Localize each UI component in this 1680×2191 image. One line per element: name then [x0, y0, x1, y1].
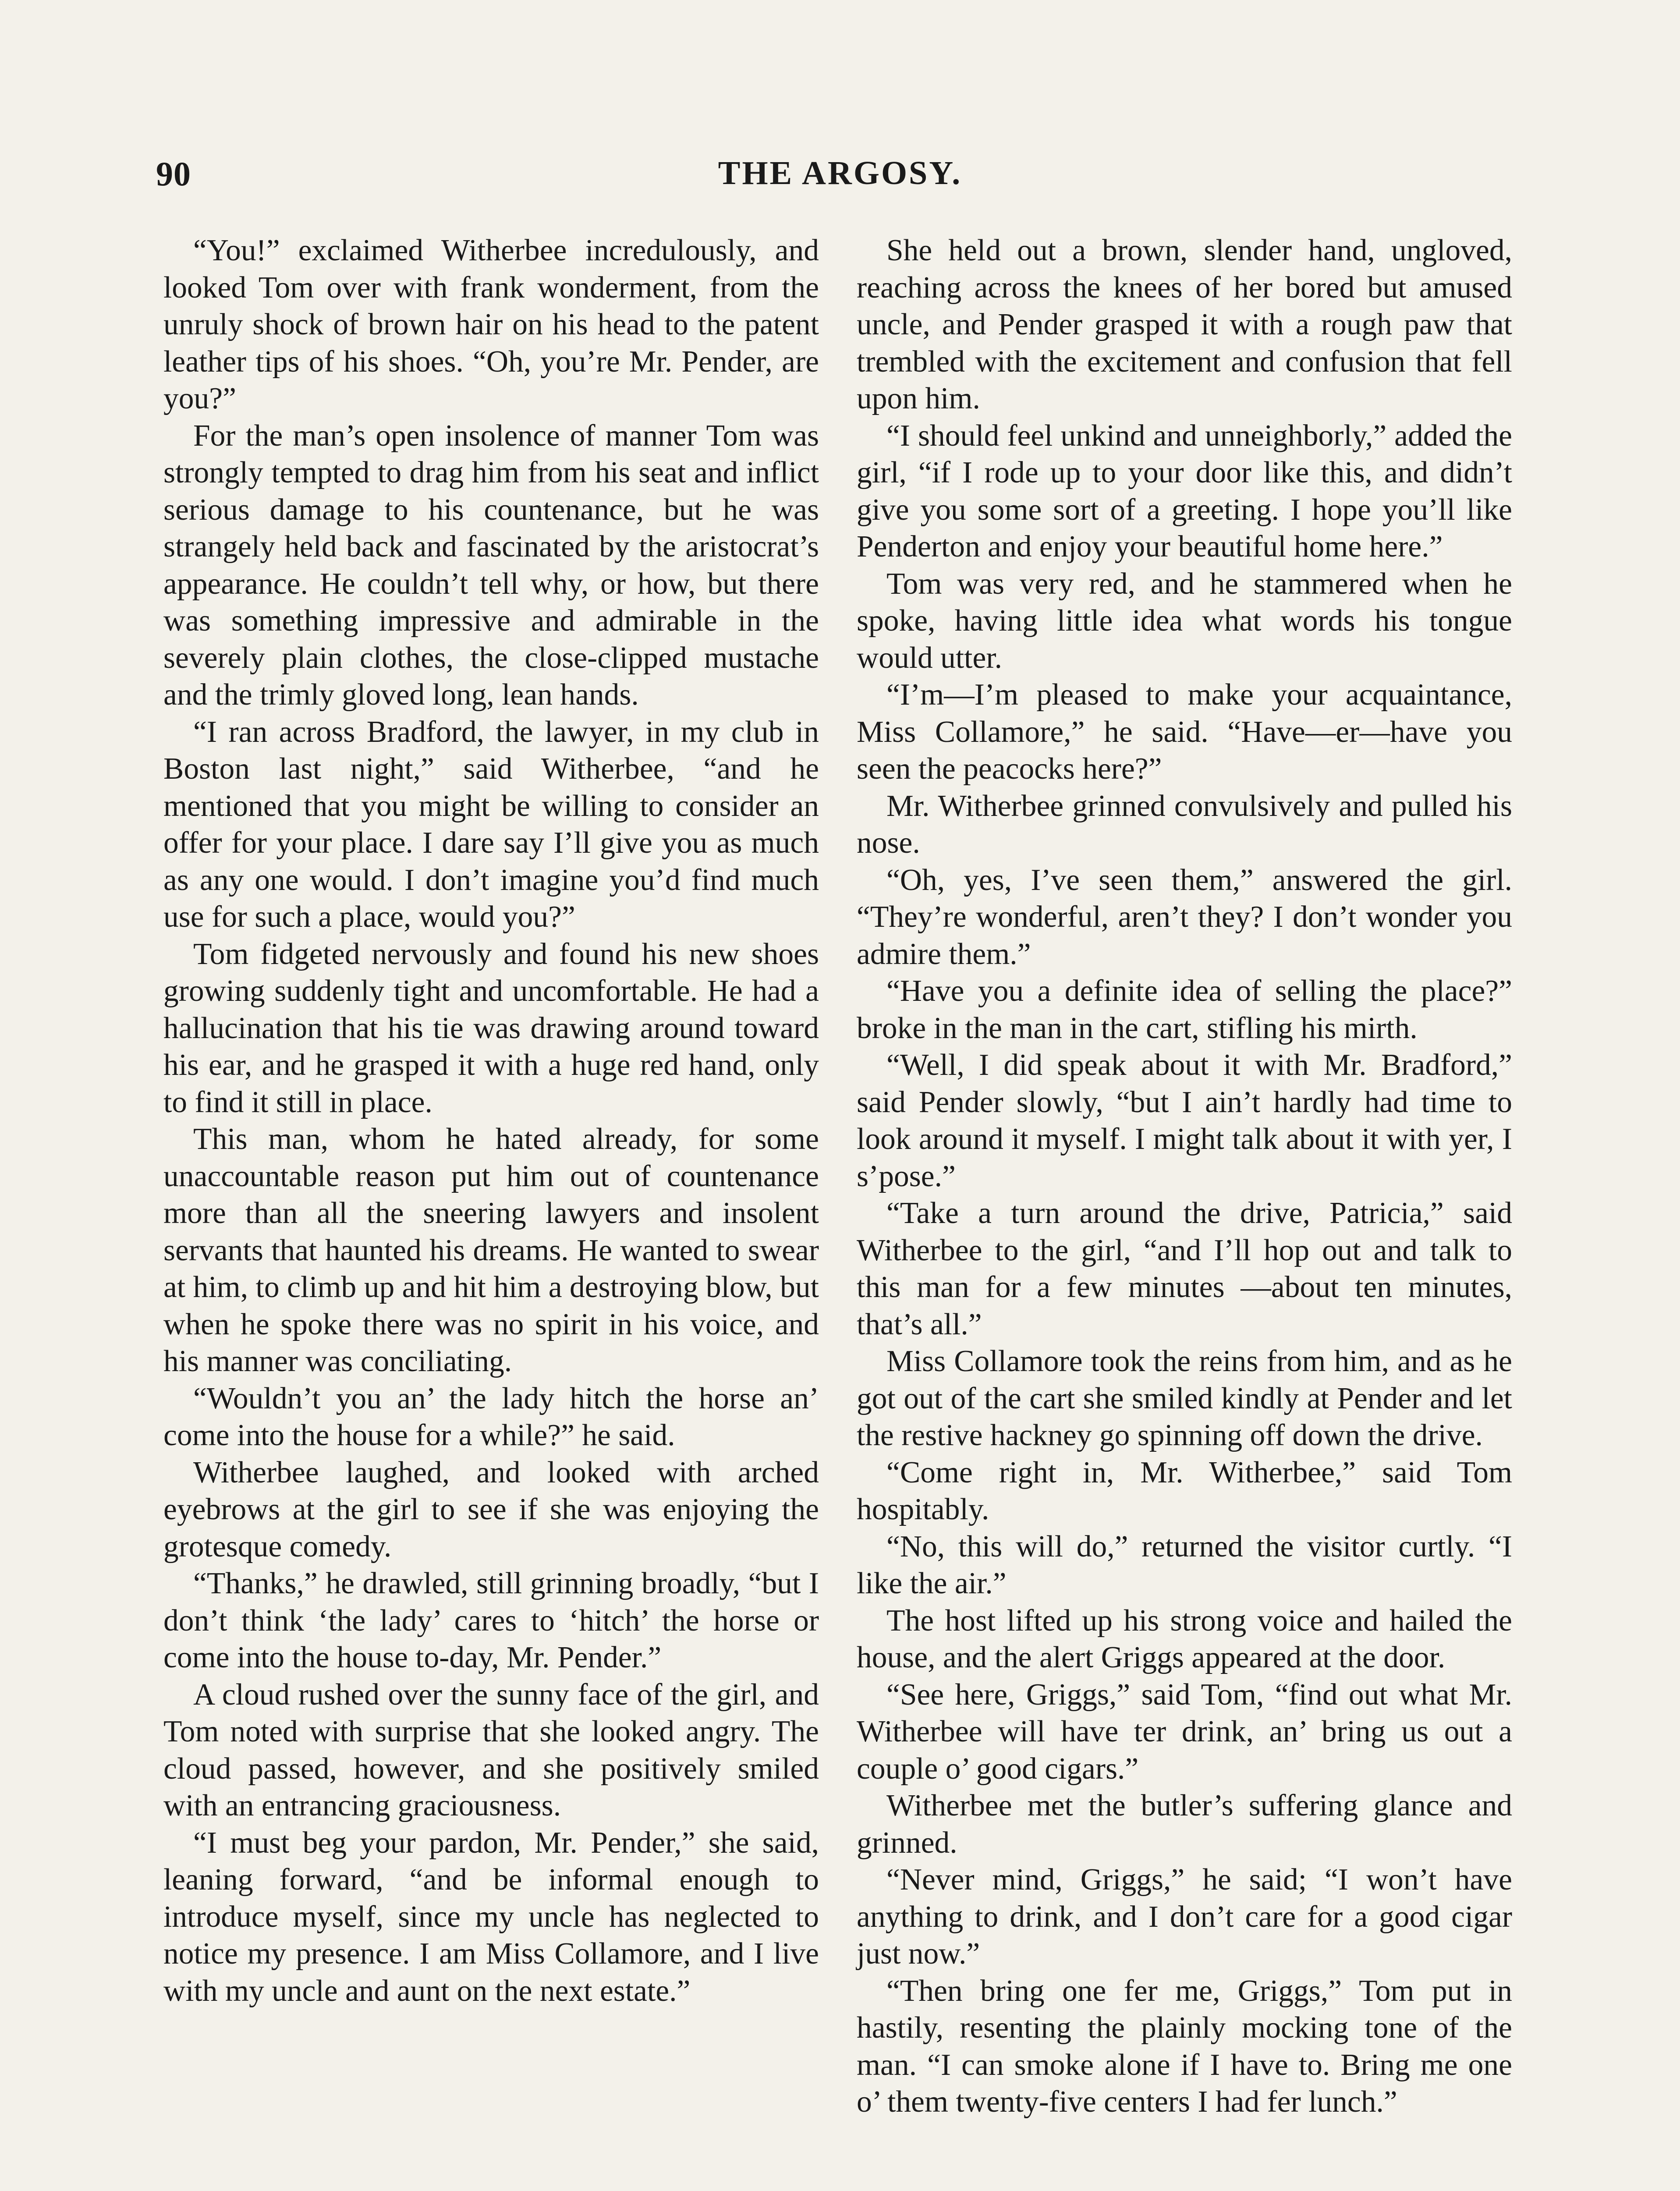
paragraph: Witherbee met the butler’s suffering glance and grinned.: [857, 1789, 1512, 1860]
paragraph: Witherbee laughed, and looked with arched eyebrows at the girl to see if she was enjoying the grotesque comedy.: [163, 1455, 819, 1563]
paragraph: “See here, Griggs,” said Tom, “find out what Mr. Witherbee will have ter drink, an’ bring us out a couple o’ good cigars.”: [857, 1677, 1512, 1786]
paragraph: The host lifted up his strong voice and hailed the house, and the alert Griggs appeared at the door.: [857, 1603, 1512, 1674]
page-number: 90: [156, 155, 191, 193]
paragraph: “I ran across Bradford, the lawyer, in my club in Boston last night,” said Witherbee, “and he mentioned that you might be willing to consider an offer for your place. I dare say I’ll give you as much as any one would. I don’t imagine you’d find much use for such a place, would you?”: [163, 715, 819, 934]
paragraph: Tom was very red, and he stammered when he spoke, having little idea what words his tongue would utter.: [857, 567, 1512, 675]
paragraph: “Well, I did speak about it with Mr. Bradford,” said Pender slowly, “but I ain’t hardly had time to look around it myself. I might talk about it with yer, I s’pose.”: [857, 1048, 1512, 1193]
paragraph: Tom fidgeted nervously and found his new shoes growing suddenly tight and uncomfortable. He had a hallucination that his tie was drawing around toward his ear, and he grasped it with a huge red hand, only to find it still in place.: [163, 937, 819, 1119]
text-column-right: [857, 232, 1512, 2121]
paragraph: “Never mind, Griggs,” he said; “I won’t have anything to drink, and I don’t care for a good cigar just now.”: [857, 1863, 1512, 1971]
paragraph: Mr. Witherbee grinned convulsively and pulled his nose.: [857, 789, 1512, 860]
paragraph: She held out a brown, slender hand, ungloved, reaching across the knees of her bored but amused uncle, and Pender grasped it with a rough paw that trembled with the excitement and confusion that fell upon him.: [857, 234, 1512, 415]
paragraph: “Oh, yes, I’ve seen them,” answered the girl. “They’re wonderful, aren’t they? I don’t wonder you admire them.”: [857, 863, 1512, 971]
paragraph: Miss Collamore took the reins from him, and as he got out of the cart she smiled kindly at Pender and let the restive hackney go spinning off down the drive.: [857, 1344, 1512, 1452]
paragraph: “Come right in, Mr. Witherbee,” said Tom hospitably.: [857, 1455, 1512, 1526]
paragraph: “You!” exclaimed Witherbee incredulously, and looked Tom over with frank wonderment, from the unruly shock of brown hair on his head to the patent leather tips of his shoes. “Oh, you’re Mr. Pender, are you?”: [163, 234, 819, 415]
paragraph: “I must beg your pardon, Mr. Pender,” she said, leaning forward, “and be informal enough to introduce myself, since my uncle has neglected to notice my presence. I am Miss Collamore, and I live with my uncle and aunt on the next estate.”: [163, 1826, 819, 2008]
paragraph: “Thanks,” he drawled, still grinning broadly, “but I don’t think ‘the lady’ cares to ‘hitch’ the horse or come into the house to-day, Mr. Pender.”: [163, 1567, 819, 1674]
paragraph: “No, this will do,” returned the visitor curtly. “I like the air.”: [857, 1529, 1512, 1600]
paragraph: “Wouldn’t you an’ the lady hitch the horse an’ come into the house for a while?” he said.: [163, 1381, 819, 1452]
paragraph: “I should feel unkind and unneighborly,” added the girl, “if I rode up to your door like this, and didn’t give you some sort of a greeting. I hope you’ll like Penderton and enjoy your beautiful home here.”: [857, 418, 1512, 564]
running-head: THE ARGOSY.: [718, 155, 962, 191]
paragraph: “Then bring one fer me, Griggs,” Tom put in hastily, resenting the plainly mocking tone of the man. “I can smoke alone if I have to. Bring me one o’ them twenty-five centers I had fer lunch.”: [857, 1974, 1512, 2119]
text-column-left: [163, 232, 819, 2010]
paragraph: This man, whom he hated already, for some unaccountable reason put him out of countenance more than all the sneering lawyers and insolent servants that haunted his dreams. He wanted to swear at him, to climb up and hit him a destroying blow, but when he spoke there was no spirit in his voice, and his manner was conciliating.: [163, 1122, 819, 1378]
paragraph: “Have you a definite idea of selling the place?” broke in the man in the cart, stifling his mirth.: [857, 974, 1512, 1045]
paragraph: A cloud rushed over the sunny face of the girl, and Tom noted with surprise that she looked angry. The cloud passed, however, and she positively smiled with an entrancing graciousness.: [163, 1677, 819, 1822]
paragraph: “Take a turn around the drive, Patricia,” said Witherbee to the girl, “and I’ll hop out and talk to this man for a few minutes —about ten minutes, that’s all.”: [857, 1196, 1512, 1341]
paragraph: For the man’s open insolence of manner Tom was strongly tempted to drag him from his seat and inflict serious damage to his countenance, but he was strangely held back and fascinated by the aristocrat’s appearance. He couldn’t tell why, or how, but there was something impressive and admirable in the severely plain clothes, the close-clipped mustache and the trimly gloved long, lean hands.: [163, 418, 819, 712]
paragraph: “I’m—I’m pleased to make your acquaintance, Miss Collamore,” he said. “Have—er—have you seen the peacocks here?”: [857, 678, 1512, 786]
